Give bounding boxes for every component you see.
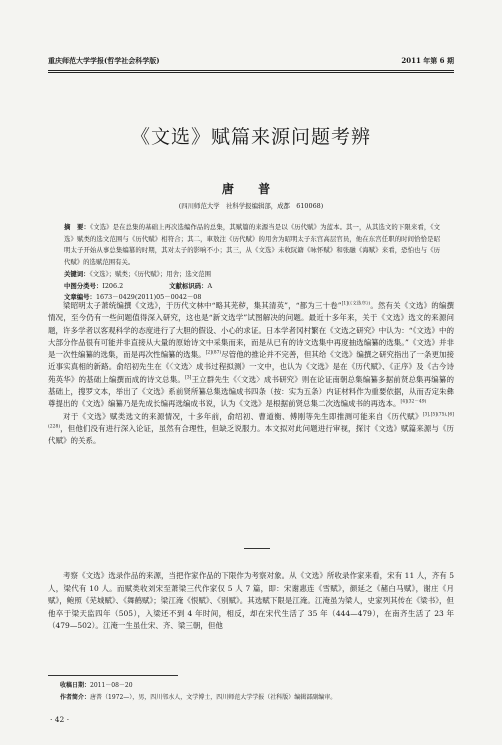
issue-number: 2011 年第 6 期	[401, 56, 454, 65]
paragraph-text: 梁昭明太子萧统编撰《文选》，于历代文林中“略其芜秽，集其清英”，“都为三十卷”	[63, 301, 342, 310]
article-meta	[64, 269, 212, 304]
author-bio-label: 作者简介：	[60, 693, 91, 701]
intro-section	[48, 300, 454, 448]
intro-paragraph-2	[48, 411, 454, 448]
author-bio-text: 唐普（1972—），男，四川邻水人，文学博士，四川师范大学学报（社科版）编辑部副编审。	[90, 693, 337, 701]
clc-value: I206.2	[102, 281, 124, 290]
citation: [2](87)	[205, 350, 222, 356]
citation: [4](32－49)	[400, 399, 427, 405]
citation: [3],[5](75),[6](228)	[48, 412, 454, 430]
paragraph-text: ，但他们没有进行深入论证，虽然有合理性，但缺乏说服力。本文拟对此问题进行审视，探讨《文选》赋篇来源与《历代赋》的关系。	[48, 423, 454, 446]
clc-label: 中图分类号：	[64, 281, 103, 290]
section-divider	[244, 548, 270, 549]
article-title: 《文选》赋篇来源问题考辨	[130, 126, 371, 148]
keywords-label: 关键词：	[64, 270, 90, 278]
abstract	[64, 222, 440, 268]
paragraph-text: 。然有关《文选》的编撰情况，至今仍有一些问题值得深入研究，这也是“新文选学”试图解决的问题。最近十多年来，关于《文选》选文的来源问题，许多学者以客观科学的态度进行了大胆的假设、小心的求证。日本学者冈村繁在《文选之研究》中认为：“《文选》中的大部分作品很有可能并非直接从大量的原始诗文中采集而来，而是从已有的诗文选集中再度抽选编纂的选集。”《文选》并非是一次性编纂的选集，而是再次性编纂的选集。	[48, 301, 455, 360]
page-number: · 42 ·	[50, 715, 70, 724]
citation: [1](《文选序》)	[341, 301, 371, 307]
author-name: 唐 普	[221, 182, 281, 196]
author-affiliation: (四川师范大学 社科学报编辑部，成都 610068)	[178, 202, 324, 210]
keywords-text: 《文选》；赋类；《历代赋》；用舍；选文范围	[89, 270, 211, 278]
header-rule-thin	[48, 72, 454, 73]
section-paragraph: 考察《文选》选录作品的来源，当把作家作品的下限作为考察对象。从《文选》所收录作家来看，宋有 11 人，齐有 5 人，梁代有 10 人。而赋类收刘宋至萧梁三代作家仅 5 人 7 篇，即：宋谢惠连《雪赋》，颜延之《赭白马赋》，谢庄《月赋》，鲍照《芜城赋》、《舞鹤赋》；梁江淹《恨赋》、《别赋》。其选赋下限是江淹。江淹虽为梁人，史家列其传在《梁书》，但他卒于梁天监四年（505），入梁还不到 4 年时间，相反，却在宋代生活了 35 年（444—479），在南齐生活了 23 年（479—502）。江淹一生虽仕宋、齐、梁三朝，但他	[48, 571, 454, 631]
author-bio	[60, 692, 454, 704]
journal-name: 重庆师范大学学报(哲学社会科学版)	[48, 56, 160, 65]
received-value: 2011－08－20	[90, 682, 133, 689]
abstract-label: 摘 要：	[64, 223, 90, 231]
keywords	[64, 269, 212, 281]
doc-code-value: A	[207, 281, 213, 290]
received-date	[60, 680, 454, 692]
section-one	[48, 570, 454, 633]
citation: [3]	[185, 375, 192, 381]
paragraph-text: 王立群先生《〈文选〉成书研究》则在论证南朝总集编纂多据前贤总集再编纂的基础上，搜罗文本，举出了《文选》系前贤所纂总集选编成书四条（按：实为五条）内证材料作为重要依据，从而否定朱彝尊提出的《文选》编纂乃是先成长编再选编成书说，认为《文选》是根据前贤总集二次选编成书的再选本。	[48, 374, 455, 409]
article-no-label: 文章编号：	[64, 293, 96, 301]
running-header	[48, 54, 454, 68]
footnotes	[60, 680, 454, 703]
header-rule	[48, 70, 454, 71]
received-label: 收稿日期：	[60, 682, 91, 689]
intro-paragraph-1	[48, 300, 454, 411]
doc-code-label: 文献标识码：	[169, 281, 208, 290]
paragraph-text: 尽管他的推论并不完善，但其给《文选》编撰之研究指出了一条更加接近事实真相的新路。俞绍初先生在《〈文选〉成书过程拟测》一文中，也认为《文选》是在《历代赋》、《正序》及《古今诗苑英华》的基础上编撰而成的诗文总集。	[48, 350, 455, 384]
abstract-text: 《文选》是在总集的基础上再次选编作品的总集，其赋篇的来源当是以《历代赋》为蓝本。其一，从其选文的下限来看，《文选》赋类的选文范围与《历代赋》相符合；其二，車敖注《历代赋》的用舍为昭明太子东宫高层官员，他在东宫任职的时间恰恰是昭明太子开始从事总集编纂的时期，其对太子的影响不小；其三，从《文选》未收阮籍《咏怀赋》和张融《海赋》来看，恐怕也与《历代赋》的选赋范围有关。	[64, 223, 440, 266]
classification-row	[64, 281, 212, 293]
footnote-rule	[48, 675, 178, 676]
paragraph-text: 对于《文选》赋类选文的来源情况，十多年前，俞绍初、曹道衡、傅刚等先生即推测可能来自《历代赋》	[63, 411, 423, 421]
article-no-value: 1673－0429(2011)05－0042－08	[95, 293, 202, 301]
